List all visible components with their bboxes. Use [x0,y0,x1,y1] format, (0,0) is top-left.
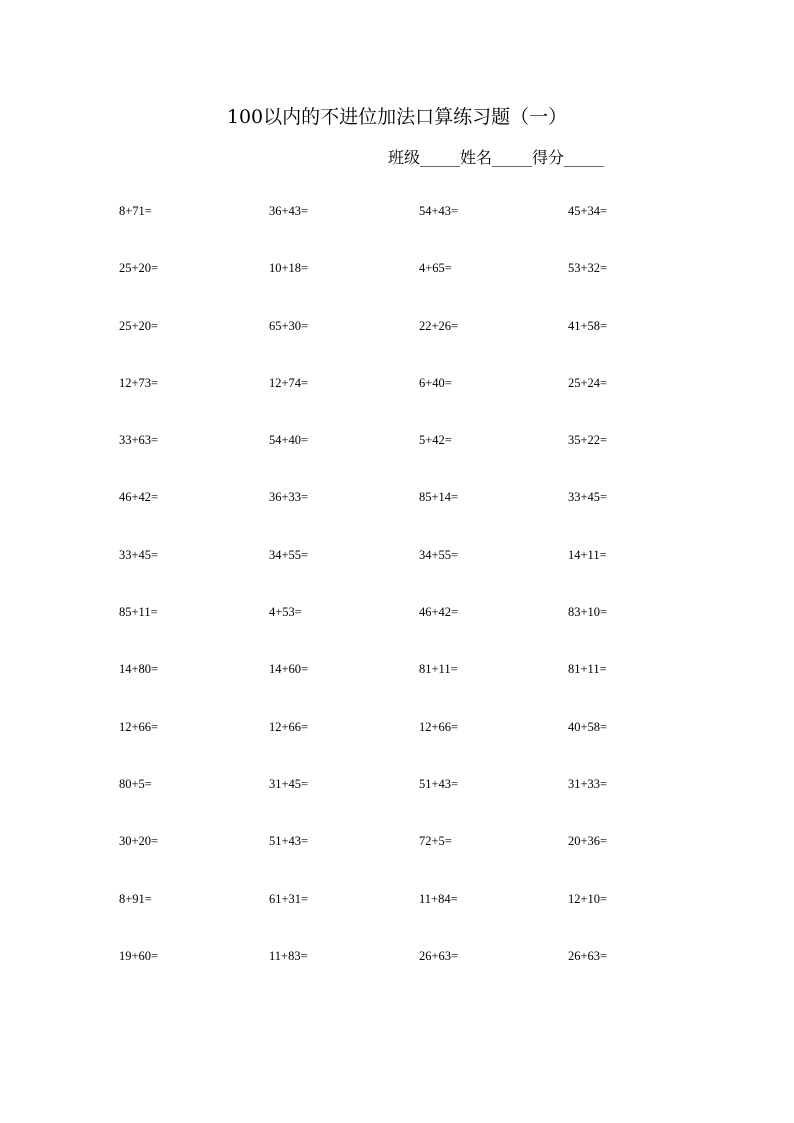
problem-item: 6+40= [419,375,452,390]
problem-item: 26+63= [568,948,608,963]
problem-item: 25+20= [119,318,159,333]
problem-item: 85+14= [419,490,459,505]
problem-item: 5+42= [419,433,452,448]
problem-item: 36+43= [269,204,309,218]
problem-item: 41+58= [568,318,608,333]
problem-item: 81+11= [568,662,607,677]
problem-item: 83+10= [568,605,608,620]
problem-item: 65+30= [269,318,309,333]
problem-item: 34+55= [269,547,309,562]
problem-item: 33+45= [568,490,608,505]
problem-item: 33+45= [119,547,159,562]
problem-item: 85+11= [119,605,158,620]
problem-item: 51+43= [419,776,459,791]
problem-item: 12+73= [119,375,159,390]
problem-item: 31+45= [269,776,309,791]
problem-item: 72+5= [419,834,452,849]
problem-item: 46+42= [119,490,159,505]
problem-item: 19+60= [119,948,159,963]
problem-item: 54+40= [269,433,309,448]
problem-item: 45+34= [568,204,608,218]
problem-item: 61+31= [269,891,309,906]
problem-item: 46+42= [419,605,459,620]
problem-item: 33+63= [119,433,159,448]
problem-item: 11+83= [269,948,308,963]
problem-item: 12+66= [119,719,159,734]
problem-item: 26+63= [419,948,459,963]
problem-item: 31+33= [568,776,608,791]
page-title: 100以内的不进位加法口算练习题（一） [226,106,568,128]
problem-item: 34+55= [419,547,459,562]
problem-item: 20+36= [568,834,608,849]
problem-item: 4+65= [419,261,452,276]
problem-item: 14+11= [568,547,607,562]
problem-item: 22+26= [419,318,459,333]
problem-item: 12+66= [419,719,459,734]
problem-item: 12+10= [568,891,608,906]
problem-item: 8+91= [119,891,152,906]
problem-item: 30+20= [119,834,159,849]
problem-item: 54+43= [419,204,459,218]
problem-grid [119,201,719,1003]
problem-item: 25+20= [119,261,159,276]
problem-item: 25+24= [568,375,608,390]
problem-item: 35+22= [568,433,608,448]
problem-item: 12+74= [269,375,309,390]
problem-item: 14+60= [269,662,309,677]
problem-item: 8+71= [119,204,152,218]
problem-item: 80+5= [119,776,152,791]
problem-item: 11+84= [419,891,458,906]
student-info-line: 班级_____姓名_____得分_____ [388,148,605,167]
problem-item: 36+33= [269,490,309,505]
problem-item: 53+32= [568,261,608,276]
problem-item: 4+53= [269,605,302,620]
problem-item: 10+18= [269,261,309,276]
problem-item: 51+43= [269,834,309,849]
problem-item: 40+58= [568,719,608,734]
problem-item: 12+66= [269,719,309,734]
problem-item: 14+80= [119,662,159,677]
problem-item: 81+11= [419,662,458,677]
